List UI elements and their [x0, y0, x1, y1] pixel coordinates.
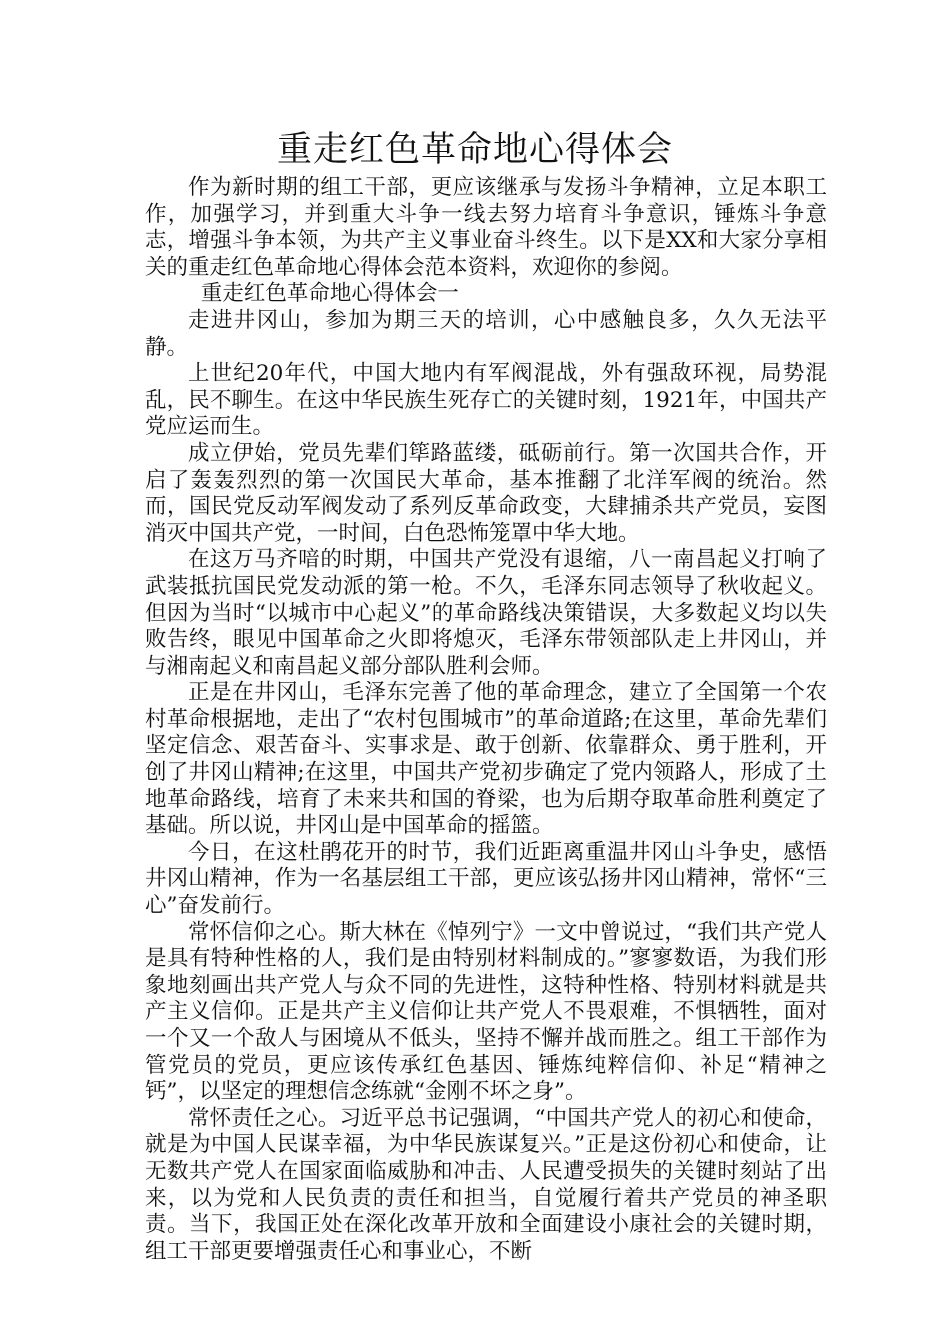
- body-paragraph: 今日，在这杜鹃花开的时节，我们近距离重温井冈山斗争史，感悟井冈山精神，作为一名基层组工干部，更应该弘扬井冈山精神，常怀“三心”奋发前行。: [145, 839, 827, 919]
- document-body: [145, 175, 827, 1265]
- body-paragraph: 成立伊始，党员先辈们筚路蓝缕，砥砺前行。第一次国共合作，开启了轰轰烈烈的第一次国民大革命，基本推翻了北洋军阀的统治。然而，国民党反动军阀发动了系列反革命政变，大肆捕杀共产党员，妄图消灭中国共产党，一时间，白色恐怖笼罩中华大地。: [145, 440, 827, 546]
- body-paragraph: 常怀信仰之心。斯大林在《悼列宁》一文中曾说过，“我们共产党人是具有特种性格的人，我们是由特别材料制成的。”寥寥数语，为我们形象地刻画出共产党人与众不同的先进性，这特种性格、特别材料就是共产主义信仰。正是共产主义信仰让共产党人不畏艰难，不惧牺牲，面对一个又一个敌人与困境从不低头，坚持不懈并战而胜之。组工干部作为管党员的党员，更应该传承红色基因、锤炼纯粹信仰、补足“精神之钙”，以坚定的理想信念练就“金刚不坏之身”。: [145, 919, 827, 1105]
- document-title: 重走红色革命地心得体会: [276, 130, 673, 170]
- body-paragraph: 常怀责任之心。习近平总书记强调，“中国共产党人的初心和使命，就是为中国人民谋幸福，为中华民族谋复兴。”正是这份初心和使命，让无数共产党人在国家面临威胁和冲击、人民遭受损失的关键时刻站了出来，以为党和人民负责的责任和担当，自觉履行着共产党员的神圣职责。当下，我国正处在深化改革开放和全面建设小康社会的关键时期，组工干部更要增强责任心和事业心，不断: [145, 1105, 827, 1264]
- intro-paragraph: 作为新时期的组工干部，更应该继承与发扬斗争精神，立足本职工作，加强学习，并到重大斗争一线去努力培育斗争意识，锤炼斗争意志，增强斗争本领，为共产主义事业奋斗终生。以下是XX和大家分享相关的重走红色革命地心得体会范本资料，欢迎你的参阅。: [145, 175, 827, 280]
- body-paragraph: 在这万马齐喑的时期，中国共产党没有退缩，八一南昌起义打响了武装抵抗国民党发动派的第一枪。不久，毛泽东同志领导了秋收起义。但因为当时“以城市中心起义”的革命路线决策错误，大多数起义均以失败告终，眼见中国革命之火即将熄灭，毛泽东带领部队走上井冈山，并与湘南起义和南昌起义部分部队胜利会师。: [145, 547, 827, 679]
- section-heading: 重走红色革命地心得体会一: [200, 281, 459, 307]
- body-paragraph: 上世纪20年代，中国大地内有军阀混战，外有强敌环视，局势混乱，民不聊生。在这中华民族生死存亡的关键时刻，1921年，中国共产党应运而生。: [145, 361, 827, 440]
- body-paragraph: 走进井冈山，参加为期三天的培训，心中感触良多，久久无法平静。: [145, 307, 827, 360]
- body-paragraph: 正是在井冈山，毛泽东完善了他的革命理念，建立了全国第一个农村革命根据地，走出了“农村包围城市”的革命道路;在这里，革命先辈们坚定信念、艰苦奋斗、实事求是、敢于创新、依靠群众、勇于胜利，开创了井冈山精神;在这里，中国共产党初步确定了党内领路人，形成了土地革命路线，培育了未来共和国的脊梁，也为后期夺取革命胜利奠定了基础。所以说，井冈山是中国革命的摇篮。: [145, 680, 827, 839]
